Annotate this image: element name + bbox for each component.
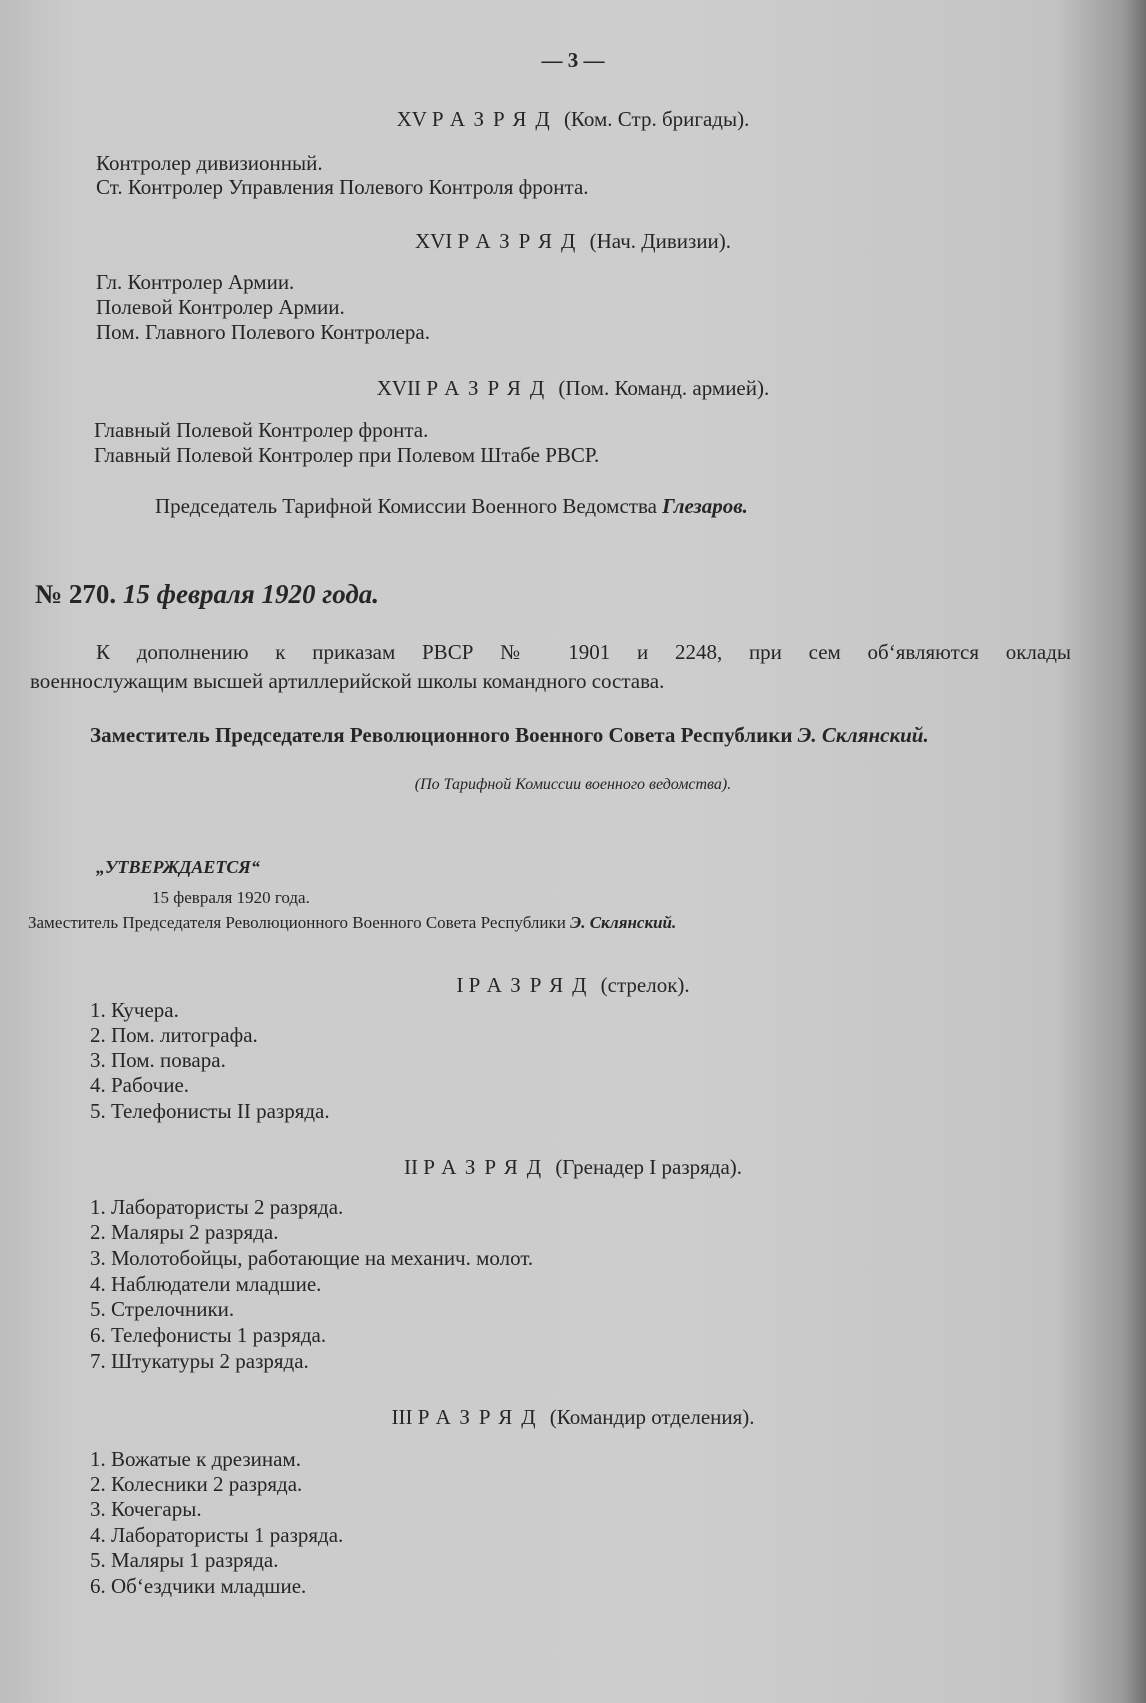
- note: (Нач. Дивизии).: [589, 229, 732, 253]
- list-item: 1. Кучера.: [90, 998, 179, 1022]
- roman: II: [403, 1155, 418, 1179]
- note: (Ком. Стр. бригады).: [563, 107, 750, 131]
- section-heading-ii: [0, 1155, 1146, 1180]
- list-item: 2. Пом. литографа.: [90, 1023, 258, 1047]
- order-number: № 270.: [35, 579, 117, 609]
- list-item: 6. Телефонисты 1 разряда.: [90, 1323, 327, 1347]
- deputy-name: Э. Склянский.: [797, 723, 929, 747]
- approval-signer: [28, 910, 676, 935]
- list-item: Пом. Главного Полевого Контролера.: [96, 320, 430, 344]
- list-item: 4. Лаборатористы 1 разряда.: [90, 1523, 344, 1547]
- list-item: Главный Полевой Контролер при Полевом Штабе РВСР.: [94, 443, 600, 467]
- chairman-text: Председатель Тарифной Комиссии Военного Ведомства: [155, 494, 657, 518]
- rank-word: РАЗРЯД: [431, 107, 559, 131]
- section-heading-xvii: [0, 376, 1146, 401]
- list-item: Полевой Контролер Армии.: [96, 295, 345, 319]
- signer-name: Э. Склянский.: [570, 913, 677, 932]
- note: (Командир отделения).: [549, 1405, 755, 1429]
- list-item: Контролер дивизионный.: [96, 151, 323, 175]
- list-item: 5. Стрелочники.: [90, 1297, 235, 1321]
- chairman-signature: [155, 494, 748, 519]
- order-date: 15 февраля 1920 года.: [122, 579, 380, 609]
- order-paragraph-line: военнослужащим высшей артиллерийской школы командного состава.: [30, 669, 665, 693]
- list-item: 2. Маляры 2 разряда.: [90, 1220, 279, 1244]
- page-number: — 3 —: [541, 48, 605, 72]
- list-item: 4. Наблюдатели младшие.: [90, 1272, 322, 1296]
- roman: III: [391, 1405, 413, 1429]
- rank-word: РАЗРЯД: [417, 1405, 545, 1429]
- list-item: 3. Молотобойцы, работающие на механич. молот.: [90, 1246, 534, 1270]
- chairman-name: Глезаров.: [662, 494, 748, 518]
- rank-word: РАЗРЯД: [457, 229, 585, 253]
- list-item: 3. Пом. повара.: [90, 1048, 226, 1072]
- note: (Пом. Команд. армией).: [558, 376, 770, 400]
- section-heading-i: [0, 973, 1146, 998]
- signer-text: Заместитель Председателя Революционного Военного Совета Республики: [28, 913, 566, 932]
- rank-word: РАЗРЯД: [468, 973, 596, 997]
- list-item: 6. Об‘ездчики младшие.: [90, 1574, 307, 1598]
- section-heading-iii: [0, 1405, 1146, 1430]
- note: (Гренадер I разряда).: [555, 1155, 743, 1179]
- list-item: 3. Кочегары.: [90, 1497, 202, 1521]
- order-paragraph-line: К дополнению к приказам РВСР № 1901 и 2248, при сем об‘являются оклады: [96, 640, 1071, 664]
- section-heading-xv: [0, 107, 1146, 132]
- approval-title: „УТВЕРЖДАЕТСЯ“: [96, 857, 260, 877]
- section-heading-xvi: [0, 229, 1146, 254]
- roman: XVI: [414, 229, 453, 253]
- rank-word: РАЗРЯД: [423, 1155, 551, 1179]
- order-header: [35, 578, 379, 610]
- deputy-text: Заместитель Председателя Революционного Военного Совета Республики: [90, 723, 793, 747]
- list-item: 4. Рабочие.: [90, 1073, 190, 1097]
- roman: I: [456, 973, 464, 997]
- list-item: Главный Полевой Контролер фронта.: [94, 418, 429, 442]
- order-source: (По Тарифной Комиссии военного ведомства).: [414, 776, 732, 793]
- order-signature: [90, 723, 929, 748]
- rank-word: РАЗРЯД: [426, 376, 554, 400]
- roman: XV: [396, 107, 427, 131]
- roman: XVII: [376, 376, 422, 400]
- note: (стрелок).: [600, 973, 690, 997]
- list-item: 5. Маляры 1 разряда.: [90, 1548, 279, 1572]
- list-item: Гл. Контролер Армии.: [96, 270, 295, 294]
- list-item: 2. Колесники 2 разряда.: [90, 1472, 303, 1496]
- list-item: Ст. Контролер Управления Полевого Контроля фронта.: [96, 175, 589, 199]
- approval-date: 15 февраля 1920 года.: [152, 888, 310, 907]
- list-item: 1. Лаборатористы 2 разряда.: [90, 1195, 344, 1219]
- list-item: 7. Штукатуры 2 разряда.: [90, 1349, 309, 1373]
- list-item: 1. Вожатые к дрезинам.: [90, 1447, 301, 1471]
- list-item: 5. Телефонисты II разряда.: [90, 1099, 330, 1123]
